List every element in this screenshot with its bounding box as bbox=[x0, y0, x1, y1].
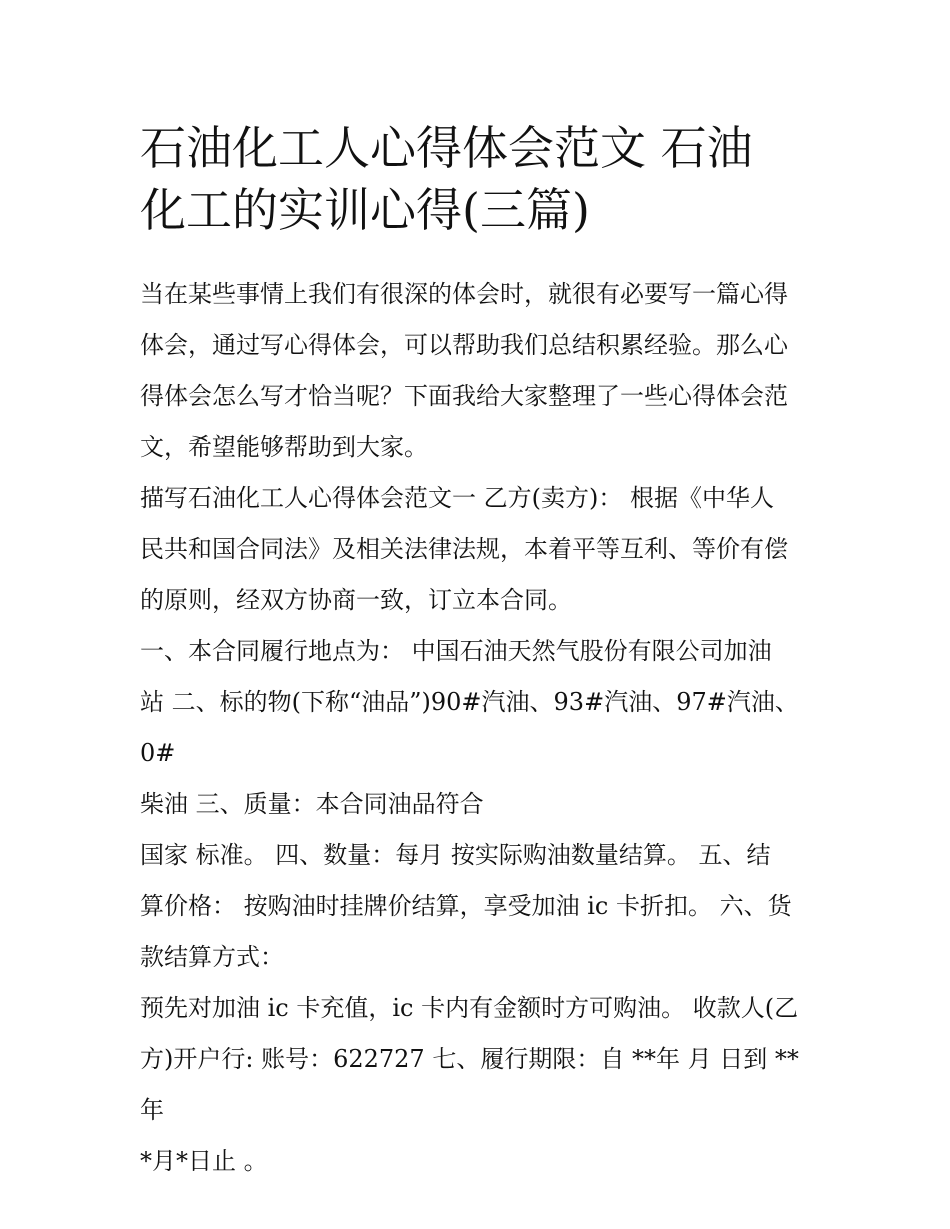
document-body bbox=[140, 269, 820, 1187]
paragraph-contract-terms-1: 一、本合同履行地点为： 中国石油天然气股份有限公司加油 站 二、标的物(下称“油品”)90#汽油、93#汽油、97#汽油、0# 柴油 三、质量：本合同油品符合 bbox=[140, 637, 799, 818]
paragraph-contract-terms-3: 预先对加油 ic 卡充值，ic 卡内有金额时方可购油。 收款人(乙 方)开户行: 账号：622727 七、履行期限：自 **年 月 日到 **年 *月*日止 。 bbox=[140, 994, 799, 1175]
paragraph-intro: 当在某些事情上我们有很深的体会时，就很有必要写一篇心得 体会，通过写心得体会，可以帮助我们总结积累经验。那么心 得体会怎么写才恰当呢？下面我给大家整理了一些心得体会范 文，希望能够帮助到大家。 bbox=[140, 280, 788, 461]
paragraph-contract-preamble: 描写石油化工人心得体会范文一 乙方(卖方)： 根据《中华人 民共和国合同法》及相关法律法规，本着平等互利、等价有偿 的原则，经双方协商一致，订立本合同。 bbox=[140, 484, 788, 614]
paragraph-contract-terms-2: 国家 标准。 四、数量：每月 按实际购油数量结算。 五、结 算价格： 按购油时挂牌价结算，享受加油 ic 卡折扣。 六、货 款结算方式： bbox=[140, 841, 792, 971]
document-title: 石油化工人心得体会范文 石油 化工的实训心得(三篇) bbox=[140, 121, 753, 237]
document-content bbox=[140, 117, 820, 1187]
